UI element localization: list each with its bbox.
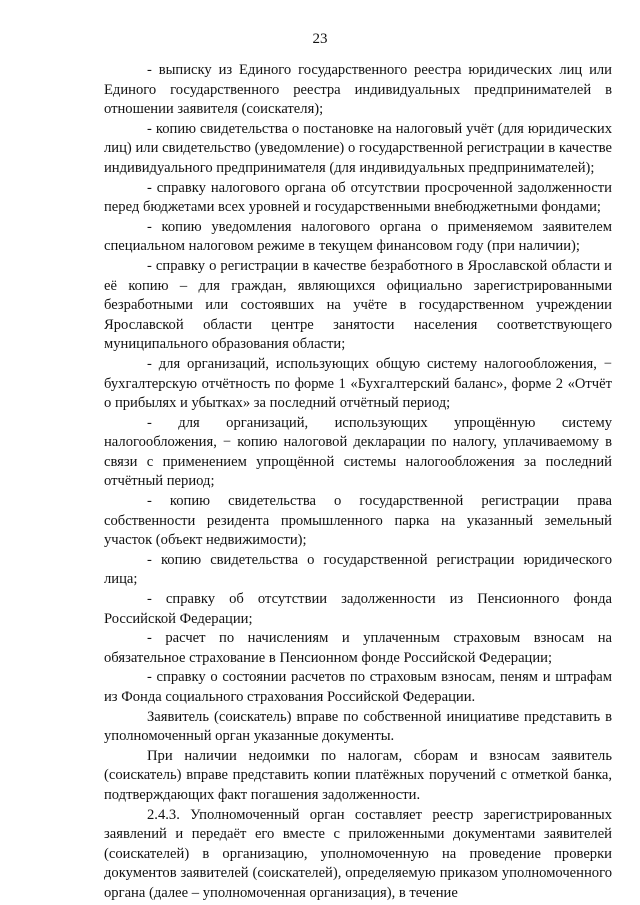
list-item: - справку налогового органа об отсутствии просроченной задолженности перед бюджетами всех уровней и государственными внебюджетными фондами;	[104, 179, 612, 216]
section-paragraph: 2.4.3. Уполномоченный орган составляет реестр зарегистрированных заявлений и передаёт его вместе с приложенными документами заявителей (соискателей) в организацию, уполномоченную на проведение проверки документов заявителей (соискателей), определяемую приказом уполномоченного органа (далее – уполномоченная организация), в течение	[104, 806, 612, 901]
page-number: 23	[312, 31, 328, 47]
list-item: - копию свидетельства о государственной регистрации права собственности резидента промышленного парка на указанный земельный участок (объект недвижимости);	[104, 493, 612, 549]
list-item: - справку о состоянии расчетов по страховым взносам, пеням и штрафам из Фонда социального страхования Российской Федерации.	[104, 669, 612, 705]
list-item: - для организаций, использующих общую систему налогообложения, − бухгалтерскую отчётность по форме 1 «Бухгалтерский баланс», форме 2 «Отчёт о прибылях и убытках» за последний отчётный период;	[104, 355, 612, 412]
paragraph: При наличии недоимки по налогам, сборам и взносам заявитель (соискатель) вправе представить копии платёжных поручений с отметкой банка, подтверждающих факт погашения задолженности.	[104, 747, 612, 803]
list-item: - справку об отсутствии задолженности из Пенсионного фонда Российской Федерации;	[104, 591, 612, 627]
document-body	[104, 61, 612, 904]
list-item: - выписку из Единого государственного реестра юридических лиц или Единого государственного реестра индивидуальных предпринимателей в отношении заявителя (соискателя);	[104, 62, 612, 118]
list-item: - расчет по начислениям и уплаченным страховым взносам на обязательное страхование в Пенсионном фонде Российской Федерации;	[104, 630, 612, 666]
list-item: - для организаций, использующих упрощённую систему налогообложения, − копию налоговой декларации по налогу, уплачиваемому в связи с применением упрощённой системы налогообложения за последний отчётный период;	[104, 414, 612, 490]
paragraph: Заявитель (соискатель) вправе по собственной инициативе представить в уполномоченный орган указанные документы.	[104, 708, 612, 745]
list-item: - справку о регистрации в качестве безработного в Ярославской области и её копию – для граждан, являющихся официально зарегистрированными безработными или состоявших на учёте в государственном учреждении Ярославской области центре занятости населения соответствующего муниципального образования области;	[104, 257, 612, 353]
list-item: - копию свидетельства о постановке на налоговый учёт (для юридических лиц) или свидетельство (уведомление) о государственной регистрации в качестве индивидуального предпринимателя (для индивидуальных предпринимателей);	[104, 120, 612, 176]
list-item: - копию свидетельства о государственной регистрации юридического лица;	[104, 551, 612, 588]
list-item: - копию уведомления налогового органа о применяемом заявителем специальном налоговом режиме в текущем финансовом году (при наличии);	[104, 218, 612, 255]
